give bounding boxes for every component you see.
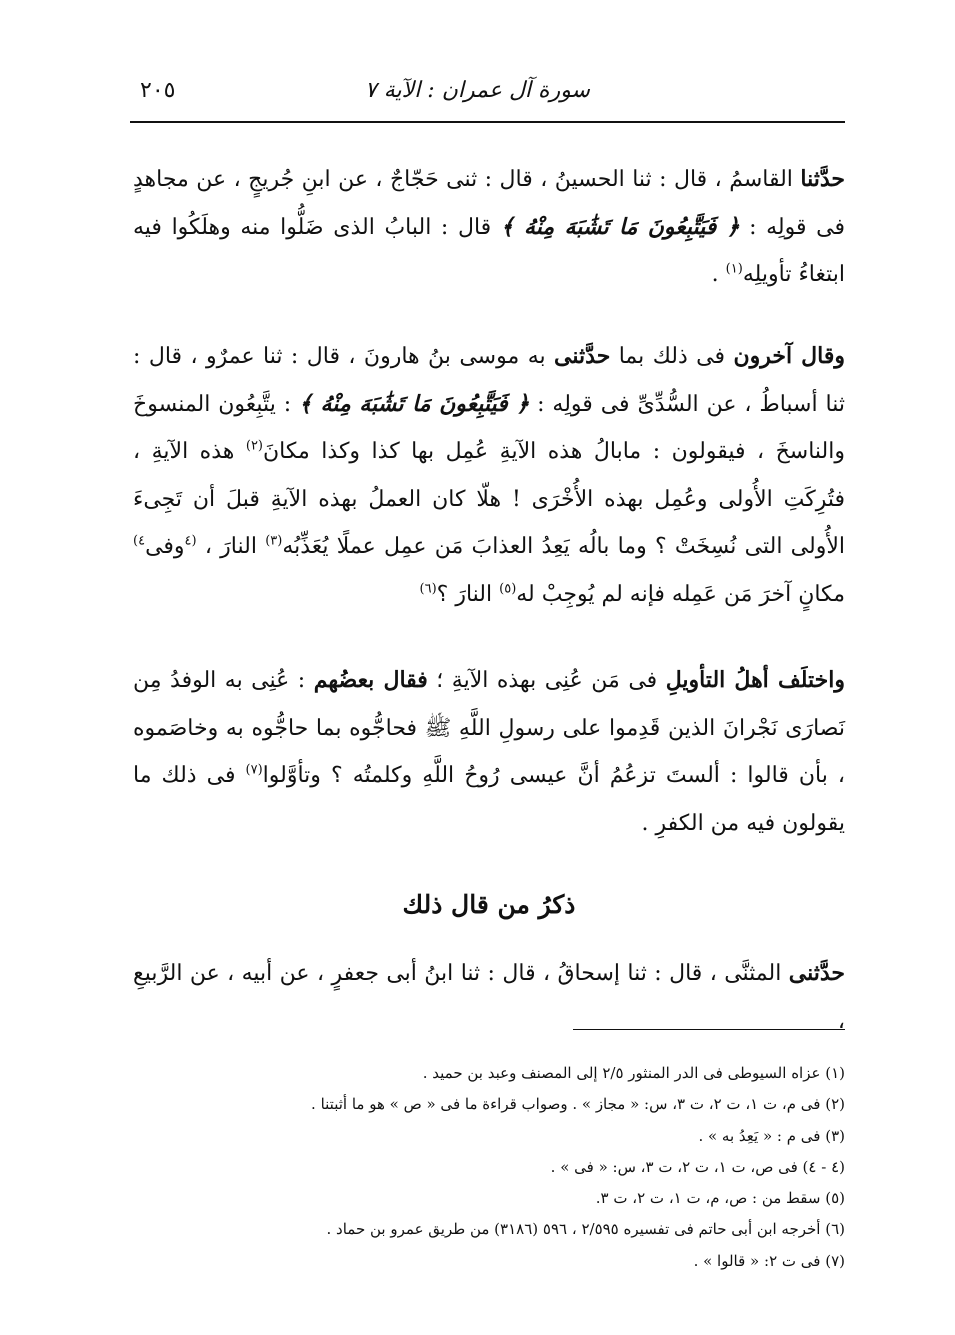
lead-word: حدَّثنى (554, 343, 611, 369)
body-run: فى ذلك ما يقولون فيه من الكفرِ . (133, 763, 845, 836)
paragraph-3 (133, 657, 845, 847)
body-run: القاسمُ ، قال : ثنا الحسينُ ، قال : ثنى حَجّاجٌ ، عن ابنِ جُريجٍ ، عن مجاهدٍ فى قولِه : (133, 167, 845, 240)
paragraph-2 (133, 333, 845, 618)
body-run: النارَ ؟ (436, 581, 500, 607)
header-rule (130, 121, 845, 123)
lead-word: واختلَف أهلُ التأويلِ (665, 667, 845, 693)
section-heading: ذكرُ من قال ذلك (402, 890, 576, 919)
footnote-ref: (١) (725, 261, 743, 277)
footnote: (٢) فى م، ت ١، ت ٢، ت ٣، س: « مجاز » . وصواب قراءة ما فى « ص » هو ما أثبتنا . (311, 1095, 845, 1114)
footnote-rule (573, 1029, 845, 1030)
footnote-ref: (٥) (499, 581, 517, 597)
lead-word: حدَّثنى (788, 960, 845, 986)
body-run: : عُنِى به الوفدُ مِن نَصارَى نَجْرانَ الذين قَدِموا على رسولِ اللَّهِ ﷺ فحاجُّوه بما حاجُّوه به وخاصَموه ، بأن قالوا : ألستَ تزعُمُ أنَّ عيسى رُوحُ اللَّهِ وكلمتُه ؟ وتأوَّلوا (133, 668, 845, 788)
body-run: هذه الآيةِ ، فتُرِكَتِ الأُولى وعُمِل بهذه الأُخْرَى ! هلّا كان العملُ بهذه الآيةِ قبلَ أن تَجِىءَ الأُولى التى نُسِخَتْ ؟ وما بالُه يَعِدُ العذابَ مَن عمِل عملًا يُعَذِّبُه (133, 439, 845, 559)
footnote: (٧) فى ت ٢: « قالوا » . (693, 1251, 845, 1270)
lead-word: وقال آخرون (733, 343, 846, 369)
body-run: مكانٍ آخرَ مَن عَمِله فإنه لم يُوجِبْ له (516, 581, 845, 607)
paragraph-1 (133, 156, 845, 299)
footnote: (٤ - ٤) فى ص، ت ١، ت ٢، ت ٣، س: « فى » . (550, 1157, 845, 1176)
body-run: فى مَن عُنِى بهذه الآيةِ ؛ (427, 668, 666, 693)
page-number: ٢٠٥ (140, 78, 176, 103)
body-run: النارَ ، (196, 534, 266, 559)
running-title: سورة آل عمران : الآية ٧ (364, 78, 590, 103)
page-header (130, 78, 845, 118)
footnote-ref: (٧) (245, 762, 263, 778)
footnote: (٦) أخرجه ابن أبى حاتم فى تفسيره ٢/٥٩٥ ، ٥٩٦ (٣١٨٦) من طريق عمرو بن حماد . (326, 1220, 845, 1239)
paragraph-4 (133, 950, 845, 1045)
footnotes (133, 1058, 845, 1277)
body-run: : يتَّبِعُون المنسوخَ والناسخَ ، فيقولون : مابالُ هذه الآيةِ عُمِل بها كذا وكذا مكانَ (133, 391, 845, 464)
quran-quote: ﴿ فَيَتَّبِعُونَ مَا تَشَٰبَهَ مِنْهُ ﴾ (500, 213, 740, 240)
footnote-ref: (٣) (265, 533, 283, 549)
quran-quote: ﴿ فَيَتَّبِعُونَ مَا تَشَٰبَهَ مِنْهُ ﴾ (299, 390, 530, 417)
body-run: فى ذلك بما (610, 344, 734, 369)
footnote: (١) عزاه السيوطى فى الدر المنثور ٢/٥ إلى المصنف وعبد بن حميد . (422, 1064, 845, 1082)
body-run: . (711, 262, 726, 287)
footnote: (٣) فى م : « يَعِدُ به » . (698, 1126, 845, 1145)
body-run: به موسى بنُ هارونَ ، قال : ثنا عمرٌو ، قال : ثنا أسباطُ ، عن السُّدِّىِّ فى قولِه : (133, 344, 845, 417)
footnote: (٥) سقط من : ص، م، ت ١، ت ٢، ت ٣. (595, 1189, 845, 1208)
lead-word: حدَّثنا (800, 166, 845, 192)
footnote-ref: (٤ (184, 533, 197, 549)
footnote-ref: ٤) (133, 533, 146, 549)
body-run: قال : البابُ الذى ضَلُّوا منه وهلَكُوا فيه ابتغاءُ تأويلِه (133, 214, 845, 287)
footnote-ref: (٦) (419, 581, 437, 597)
footnote-ref: (٢) (245, 438, 263, 454)
lead-word: فقال بعضُهم (313, 667, 428, 693)
body-run: وفى (145, 534, 185, 559)
body-run: المثنَّى ، قال : ثنا إسحاقُ ، قال : ثنا ابنُ أبى جعفرٍ ، عن أبيه ، عن الرَّبيعِ ، (133, 961, 845, 1034)
